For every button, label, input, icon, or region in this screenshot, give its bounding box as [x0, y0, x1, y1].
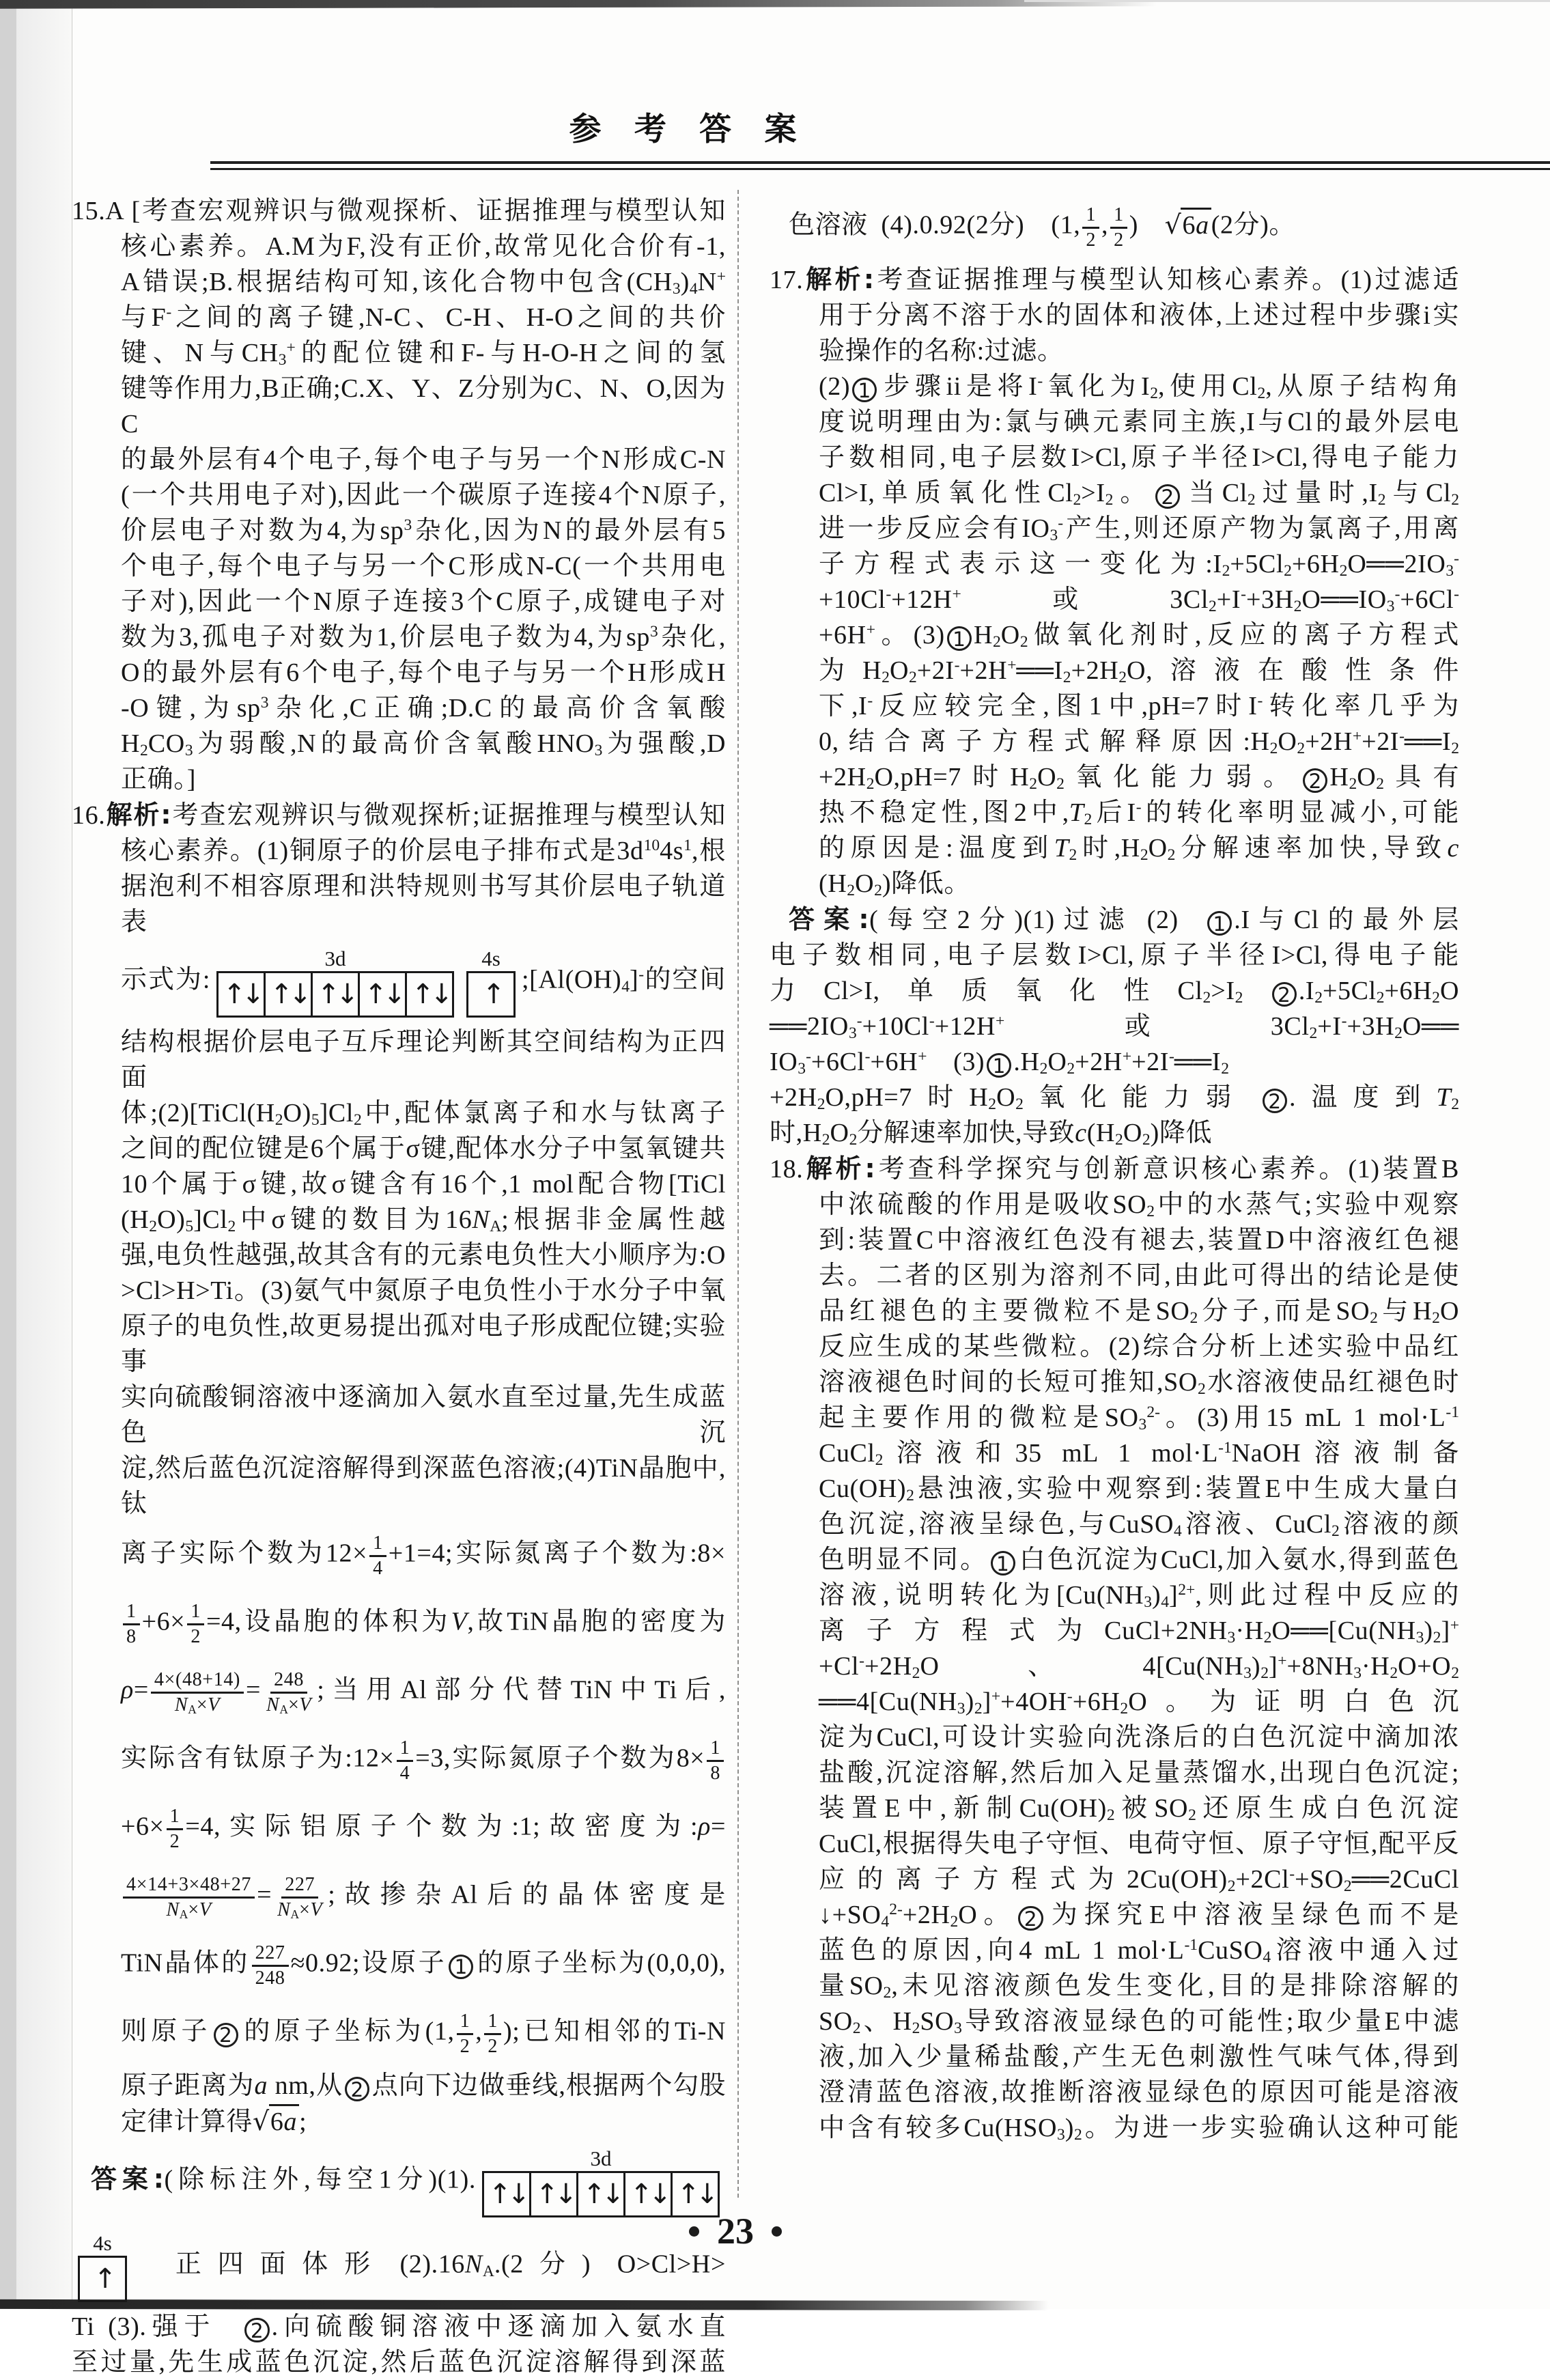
- fraction: $\frac{248}{N_A\times V}$: [266, 1669, 312, 1716]
- circled-number: 1: [1207, 911, 1232, 936]
- text-line: 之间的配位键是6个属于σ键,配体水分子中氢氧键共: [121, 1134, 726, 1163]
- fraction: $\frac{1}{4}$: [369, 1532, 386, 1579]
- fraction: $\frac{227}{N_A\times V}$: [277, 1874, 323, 1921]
- text-line: 去。二者的区别为溶剂不同,由此可得出的结论是使: [819, 1261, 1459, 1290]
- page-title: 参 考 答 案: [569, 111, 808, 148]
- page-gutter-gradient: [16, 0, 71, 2309]
- fraction: $\frac{1}{2}$: [187, 1601, 204, 1647]
- text-line: 原子距离为a nm,从 2 点向下边做垂线,根据两个勾股: [121, 2071, 726, 2101]
- text-line: 电子数相同,电子层数I>Cl,原子半径I>Cl,得电子能: [770, 941, 1459, 970]
- orbital-box: ↑↓: [311, 971, 360, 1018]
- text-line: 原子的电负性,故更易提出孤对电子形成配位键;实验事: [121, 1312, 726, 1376]
- text-line: 15.A [考查宏观辨识与微观探析、证据推理与模型认知: [72, 197, 726, 225]
- fraction: $\frac{1}{2}$: [457, 2011, 474, 2057]
- text-line: $\frac{4\times 14+3\times 48+27}{N_A\times V}$ = $\frac{227}{N_A\times V}$ ;故掺杂Al后的晶体密度是: [121, 1863, 726, 1931]
- text-line: $(H_2O)_5]Cl_2$中σ键的数目为$16N_A$;根据非金属性越: [121, 1205, 726, 1236]
- text-line: 验操作的名称:过滤。: [819, 337, 1064, 365]
- text-line: 17.解析:考查证据推理与模型认知核心素养。(1)过滤适: [770, 264, 1460, 294]
- orbital-label: 4s: [93, 2231, 112, 2255]
- text-line: $+2H_2O,pH=7$时$H_2O_2$氧化能力弱。 2 $H_2O_2$具有: [819, 763, 1460, 794]
- answer-item-17-answer: [770, 901, 1459, 1151]
- text-line: 键、N与$CH_3^+$的配位键和F-与H-O-H之间的氢: [121, 339, 726, 369]
- text-line: ρ= $\frac{4\times(48+14)}{N_A\times V}$ = $\frac{248}{N_A\times V}$ ;当用Al部分代替TiN中Ti后,: [121, 1669, 726, 1716]
- fraction: $\frac{1}{8}$: [707, 1737, 724, 1784]
- column-divider: [737, 190, 739, 2198]
- orbital-box: ↑↓: [216, 971, 266, 1018]
- circled-number: 2: [1272, 982, 1297, 1007]
- text-line: 实向硫酸铜溶液中逐滴加入氨水直至过量,先生成蓝色沉: [121, 1383, 726, 1447]
- orbital-diagram: [466, 947, 516, 1018]
- text-line: 色溶液 (4).0.92(2分) (1, $\frac{1}{2}$ , $\frac{1}{2}$ ) √6a(2分)。: [789, 204, 1296, 251]
- orbital-diagram: [216, 947, 454, 1018]
- text-line: 度说明理由为:氯与碘元素同主族,I与Cl的最外层电: [819, 408, 1459, 436]
- answer-item-15: [72, 193, 726, 797]
- text-line: 热不稳定性,图2中$,T_2$后I-的转化率明显减小,可能: [819, 798, 1459, 829]
- text-line: >Cl>H>Ti。(3)氨气中氮原子电负性小于水分子中氧: [121, 1276, 726, 1305]
- text-line: $══2IO_3^-+10Cl^-+12H^+$或$3Cl_2+I^-+3H_2O══$: [770, 1012, 1459, 1043]
- text-line: CuCl$_2$溶液和35 mL 1 $mol\cdot L^{-1}NaOH$溶液制备: [819, 1439, 1459, 1470]
- text-line: CuCl,根据得失电子守恒、电荷守恒、原子守恒,配平反: [819, 1830, 1459, 1858]
- text-line: O的最外层有6个电子,每个电子与另一个H形成H: [121, 658, 726, 687]
- text-line: -O键,为$sp^3$杂化,C正确;D.C的最高价含氧酸: [121, 694, 726, 723]
- text-line: 子对),因此一个N原子连接3个C原子,成键电子对: [121, 587, 726, 616]
- text-line: 色沉淀,溶液呈绿色,与CuSO$_4$溶液、CuCl$_2$溶液的颜: [819, 1510, 1459, 1541]
- text-line: 与F-之间的离子键,N-C、C-H、H-O之间的共价: [121, 303, 726, 332]
- right-column: [770, 193, 1459, 2146]
- text-line: 10个属于σ键,故σ键含有16个,1 mol配合物[TiCl: [121, 1170, 726, 1199]
- text-line: 淀,然后蓝色沉淀溶解得到深蓝色溶液;(4)TiN晶胞中,钛: [121, 1454, 726, 1518]
- fraction: $\frac{1}{4}$: [397, 1737, 414, 1784]
- orbital-box: ↑↓: [623, 2171, 673, 2217]
- answer-item-16-answer-continued: [770, 193, 1459, 262]
- text-line: Cl>I,单质氧化性$Cl_2>I_2$。 2 当$Cl_2$过量时$,I_2$与$Cl_2$: [819, 479, 1459, 509]
- text-line: 溶液,说明转化为$[Cu(NH_3)_4]^{2+}$,则此过程中反应的: [819, 1581, 1459, 1612]
- text-line: 时$,H_2O_2$分解速率加快,导致$c(H_2O_2)$降低: [770, 1119, 1213, 1149]
- text-line: 实际含有钛原子为:12× $\frac{1}{4}$ =3,实际氮原子个数为8× $\frac{1}{8}$: [121, 1726, 726, 1795]
- text-line: A错误;B.根据结构可知,该化合物中包含$(CH_3)_4N^+$: [121, 268, 726, 298]
- text-line: (2) 1 步骤ii是将I-氧化为$I_2$,使用$Cl_2$,从原子结构角: [819, 372, 1459, 403]
- orbital-box: ↑: [466, 971, 516, 1018]
- text-line: 核心素养。A.M为F,没有正价,故常见化合价有-1,: [121, 232, 726, 261]
- text-line: 至过量,先生成蓝色沉淀,然后蓝色沉淀溶解得到深蓝: [72, 2348, 726, 2377]
- text-line: +6H+。(3) 1 $H_2O_2$做氧化剂时,反应的离子方程式: [819, 621, 1459, 652]
- text-line: 色明显不同。 1 白色沉淀为CuCl,加入氨水,得到蓝色: [819, 1545, 1459, 1576]
- text-line: 定律计算得√6a;: [121, 2103, 726, 2140]
- fraction: $\frac{227}{248}$: [252, 1942, 289, 1989]
- text-line: +10Cl-+12H+或$3Cl_2+I^-+3H_2O══IO_3^-+6Cl^-$: [819, 585, 1459, 616]
- text-line: 离子实际个数为12× $\frac{1}{4}$ +1=4;实际氮离子个数为:8×: [121, 1532, 726, 1579]
- text-line: 到:装置C中溶液红色没有褪去,装置D中溶液红色褪: [819, 1226, 1459, 1255]
- text-line: 反应生成的某些微粒。(2)综合分析上述实验中品红: [819, 1332, 1459, 1361]
- answer-item-16-analysis: [72, 797, 726, 2140]
- text-line: 品红褪色的主要微粒不是$SO_2$分子,而是$SO_2$与$H_2O$: [819, 1297, 1459, 1328]
- circled-number: 2: [1263, 1089, 1287, 1113]
- orbital-box: ↑↓: [576, 2171, 625, 2217]
- orbital-box: ↑↓: [358, 971, 407, 1018]
- text-line: 答案:(除标注外,每空1分)(1). 3d ↑↓ ↑↓ ↑↓ ↑↓ ↑↓: [72, 2140, 726, 2224]
- page-gutter-shadow: [0, 0, 16, 2309]
- text-line: 中浓硫酸的作用是吸收$SO_2$中的水蒸气;实验中观察: [819, 1190, 1459, 1221]
- text-line: 价层电子对数为4,为$sp^3$杂化,因为N的最外层有5: [121, 516, 726, 545]
- text-line: 离子方程式为$CuCl+2NH_3\cdot H_2O══[Cu(NH_3)_2]^+$: [819, 1616, 1459, 1647]
- text-line: 0,结合离子方程式解释原因$:H_2O_2+2H^++2I^-══I_2$: [819, 727, 1459, 758]
- text-line: 液,加入少量稀盐酸,产生无色刺激性气味气体,得到: [819, 2043, 1459, 2071]
- circled-number: 1: [991, 1551, 1015, 1576]
- text-line: 的最外层有4个电子,每个电子与另一个N形成C-N: [121, 445, 726, 474]
- orbital-box: ↑↓: [264, 971, 313, 1018]
- circled-number: 2: [214, 2023, 238, 2047]
- text-line: 装置E中,新制$Cu(OH)_2$被$SO_2$还原生成白色沉淀: [819, 1794, 1459, 1825]
- page-number-value: 23: [717, 2211, 754, 2252]
- text-line: 量$SO_2$,未见溶液颜色发生变化,目的是排除溶解的: [819, 1972, 1459, 2002]
- fraction: $\frac{1}{8}$: [123, 1601, 140, 1647]
- circled-number: 1: [852, 378, 877, 402]
- orbital-box: ↑↓: [529, 2171, 578, 2217]
- text-line: 应的离子方程式为$2Cu(OH)_2+2Cl^-+SO_2══2CuCl$: [819, 1865, 1459, 1896]
- text-line: 子方程式表示这一变化为$:I_2+5Cl_2+6H_2O══2IO_3^-$: [819, 550, 1459, 580]
- text-line: 示式为: 3d ↑↓ ↑↓ ↑↓ ↑↓ ↑↓ 4s ↑ $;[Al(OH)_4]^-$的空间: [121, 940, 726, 1024]
- text-line: 16.解析:考查宏观辨识与微观探析;证据推理与模型认知: [72, 800, 726, 830]
- fraction: $\frac{4\times 14+3\times 48+27}{N_A\times V}$: [123, 1874, 255, 1920]
- text-line: 淀为CuCl,可设计实验向洗涤后的白色沉淀中滴加浓: [819, 1723, 1459, 1752]
- text-line: 为$H_2O_2+2I^-+2H^+══I_2+2H_2O$,溶液在酸性条件: [819, 656, 1459, 687]
- orbital-diagram: [78, 2231, 127, 2302]
- answer-item-17-analysis: [770, 262, 1459, 901]
- answer-item-16-answer: [72, 2140, 726, 2380]
- text-line: $↓+SO_4^{2-}+2H_2O$。 2 为探究E中溶液呈绿色而不是: [819, 1901, 1459, 1931]
- orbital-box: ↑: [78, 2256, 127, 2302]
- text-line: 蓝色的原因,向4 mL 1 $mol\cdot L^{-1}CuSO_4$溶液中通入过: [819, 1936, 1459, 1967]
- orbital-box: ↑↓: [405, 971, 454, 1018]
- text-line: 中含有较多$Cu(HSO_3)_2$。为进一步实验确认这种可能: [819, 2114, 1459, 2144]
- text-line: TiN晶体的 $\frac{227}{248}$ ≈0.92;设原子 1 的原子坐标为(0,0,0),: [121, 1942, 726, 1989]
- radical-sign: √: [253, 2106, 270, 2136]
- text-line: 强,电负性越强,故其含有的元素电负性大小顺序为:O: [121, 1241, 726, 1270]
- orbital-label: 4s: [481, 947, 501, 970]
- fraction: $\frac{1}{2}$: [1110, 204, 1127, 251]
- text-line: 用于分离不溶于水的固体和液体,上述过程中步骤i实: [819, 301, 1459, 330]
- scan-edge-top-thin: [1024, 0, 1550, 2]
- text-line: 键等作用力,B正确;C.X、Y、Z分别为C、N、O,因为C: [121, 374, 726, 438]
- text-line: $Cu(OH)_2$悬浊液,实验中观察到:装置E中生成大量白: [819, 1474, 1459, 1505]
- circled-number: 2: [244, 2318, 269, 2342]
- circled-number: 1: [987, 1053, 1011, 1078]
- text-line: 则原子 2 的原子坐标为(1, $\frac{1}{2}$ , $\frac{1}{2}$ );已知相邻的Ti-N: [121, 2011, 726, 2057]
- radical-sign: √: [1164, 209, 1182, 240]
- text-line: 溶液褪色时间的长短可推知$,SO_2$水溶液使品红褪色时: [819, 1368, 1460, 1399]
- fraction: $\frac{1}{2}$: [167, 1806, 184, 1852]
- page-number: [689, 2210, 782, 2252]
- text-line: 18.解析:考查科学探究与创新意识核心素养。(1)装置B: [770, 1153, 1459, 1184]
- text-line: 起主要作用的微粒是$SO_3^{2-}$。(3)用15 mL 1 $mol\cdot L^{-1}$: [819, 1403, 1459, 1434]
- circled-number: 1: [449, 1955, 473, 1979]
- text-line: $H_2CO_3$为弱酸,N的最高价含氧酸$HNO_3$为强酸,D: [121, 729, 726, 760]
- circled-number: 2: [1303, 768, 1327, 793]
- fraction: $\frac{1}{2}$: [484, 2011, 501, 2057]
- orbital-label: 3d: [590, 2146, 612, 2170]
- circled-number: 2: [1155, 484, 1180, 509]
- text-line: 答案:(每空2分)(1)过滤 (2) 1 .I与Cl的最外层: [789, 904, 1459, 936]
- page-number-dot-left: [689, 2226, 699, 2237]
- text-line: Ti (3).强于 2 .向硫酸铜溶液中逐滴加入氨水直: [72, 2312, 726, 2342]
- text-line: $+Cl^-+2H_2O$、$4[Cu(NH_3)_2]^++8NH_3\cdot H_2O+O_2$: [819, 1652, 1459, 1683]
- text-line: 的原因是:温度到$T_2$时$,H_2O_2$分解速率加快,导致c: [819, 834, 1460, 865]
- text-line: 力Cl>I,单质氧化性$Cl_2>I_2$ 2 $.I_2+5Cl_2+6H_2O$: [770, 977, 1459, 1007]
- text-line: 结构根据价层电子互斥理论判断其空间结构为正四面: [121, 1028, 726, 1092]
- text-line: +6× $\frac{1}{2}$ =4,实际铝原子个数为:1;故密度为:ρ=: [121, 1806, 726, 1852]
- text-line: (一个共用电子对),因此一个碳原子连接4个N原子,: [121, 481, 726, 509]
- text-line: $SO_2$、$H_2SO_3$导致溶液显绿色的可能性;取少量E中滤: [819, 2007, 1459, 2038]
- fraction: $\frac{1}{2}$: [1082, 204, 1099, 251]
- text-line: $══4[Cu(NH_3)_2]^++4OH^-+6H_2O$。为证明白色沉: [819, 1688, 1459, 1718]
- text-line: 澄清蓝色溶液,故推断溶液显绿色的原因可能是溶液: [819, 2078, 1459, 2107]
- circled-number: 2: [345, 2077, 369, 2101]
- text-line: 4s ↑ 正四面体形 $(2).16N_A.(2$分) O>Cl>H>: [72, 2224, 726, 2309]
- text-line: $+2H_2O,pH=7$时$H_2O_2$氧化能力弱 2 .温度到$T_2$: [770, 1083, 1459, 1114]
- orbital-label: 3d: [324, 947, 346, 970]
- text-line: 据泡利不相容原理和洪特规则书写其价层电子轨道表: [121, 872, 726, 936]
- left-column: [72, 193, 726, 2380]
- circled-number: 2: [1018, 1906, 1043, 1931]
- text-line: 体$;(2)[TiCl(H_2O)_5]Cl_2$中,配体氯离子和水与钛离子: [121, 1099, 726, 1130]
- text-line: 进一步反应会有$IO_3^-$产生,则还原产物为氯离子,用离: [819, 514, 1459, 545]
- text-line: 下,I-反应较完全,图1中,pH=7时I-转化率几乎为: [819, 692, 1459, 720]
- text-line: $\frac{1}{8}$ +6× $\frac{1}{2}$ =4,设晶胞的体积为V,故TiN晶胞的密度为: [121, 1590, 726, 1658]
- header-double-rule: [210, 161, 1550, 170]
- text-line: $IO_3^-+6Cl^-+6H^+$ (3) 1 $.H_2O_2+2H^++2I^-══I_2$: [770, 1048, 1229, 1078]
- orbital-box: ↑↓: [482, 2171, 531, 2217]
- text-line: 个电子,每个电子与另一个C形成N-C(一个共用电: [121, 552, 726, 580]
- page-number-dot-right: [772, 2226, 782, 2237]
- circled-number: 1: [947, 626, 972, 651]
- scan-edge-top: [0, 0, 1157, 9]
- text-line: $(H_2O_2)$降低。: [819, 869, 970, 900]
- orbital-box: ↑↓: [671, 2171, 720, 2217]
- text-line: 正确。]: [121, 765, 197, 794]
- text-line: 核心素养。(1)铜原子的价层电子排布式是$3d^{10}4s^1$,根: [121, 837, 726, 865]
- text-line: 数为3,孤电子对数为1,价层电子数为4,为$sp^3$杂化,: [121, 623, 726, 652]
- orbital-diagram: [482, 2146, 720, 2217]
- fraction: $\frac{4\times(48+14)}{N_A\times V}$: [151, 1669, 244, 1716]
- answer-item-18-analysis: [770, 1151, 1459, 2146]
- text-line: 子数相同,电子层数I>Cl,原子半径I>Cl,得电子能力: [819, 443, 1459, 472]
- text-line: 盐酸,沉淀溶解,然后加入足量蒸馏水,出现白色沉淀;: [819, 1759, 1459, 1787]
